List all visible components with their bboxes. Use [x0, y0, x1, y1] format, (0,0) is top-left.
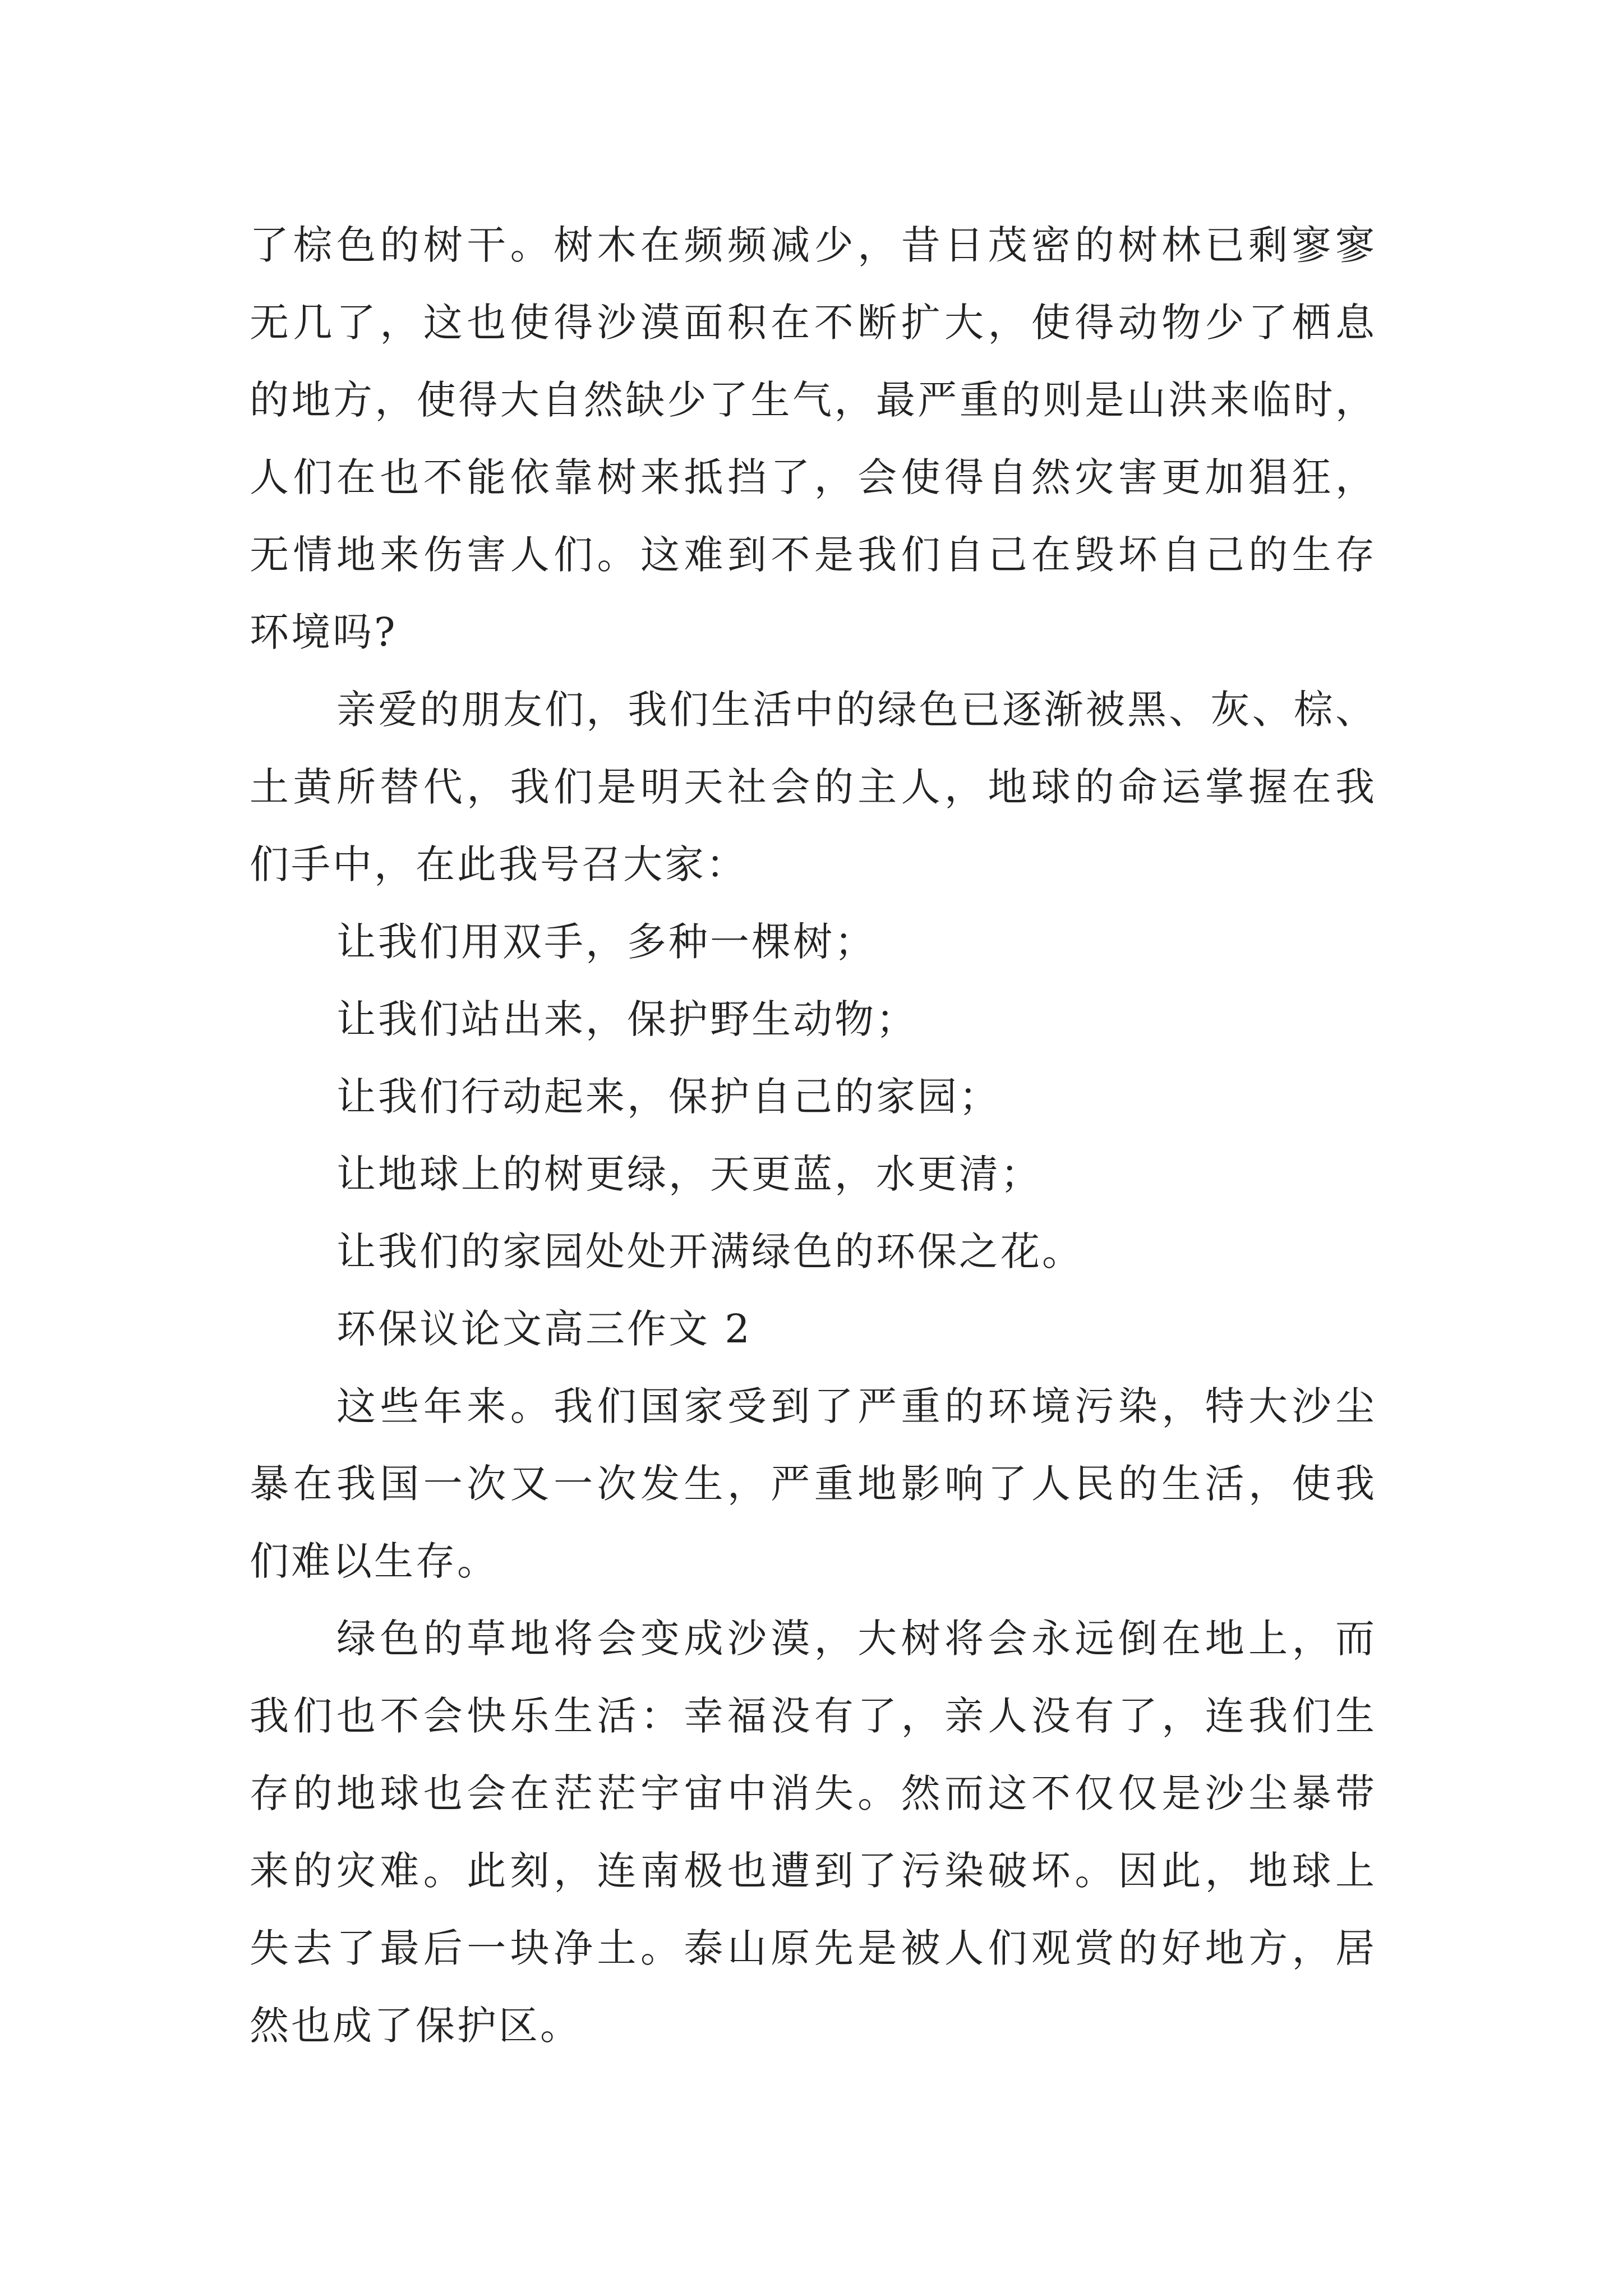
- text-line: 失去了最后一块净土。泰山原先是被人们观赏的好地方，居: [250, 1925, 1377, 1971]
- text-line: 的地方，使得大自然缺少了生气，最严重的则是山洪来临时，: [250, 377, 1377, 423]
- text-line: 来的灾难。此刻，连南极也遭到了污染破坏。因此，地球上: [250, 1848, 1377, 1894]
- body-text: [250, 206, 1377, 2064]
- text-line: 土黄所替代，我们是明天社会的主人，地球的命运掌握在我: [250, 764, 1377, 810]
- section-title: 环保议论文高三作文 2: [336, 1306, 752, 1352]
- text-line: 们手中，在此我号召大家：: [250, 841, 748, 887]
- text-line: 暴在我国一次又一次发生，严重地影响了人民的生活，使我: [250, 1461, 1377, 1507]
- paragraph-start: 这些年来。我们国家受到了严重的环境污染，特大沙尘: [336, 1383, 1377, 1429]
- paragraph-start: 绿色的草地将会变成沙漠，大树将会永远倒在地上，而: [336, 1616, 1377, 1662]
- text-line: 存的地球也会在茫茫宇宙中消失。然而这不仅仅是沙尘暴带: [250, 1770, 1377, 1816]
- slogan-line: 让我们的家园处处开满绿色的环保之花。: [336, 1228, 1083, 1274]
- text-line: 们难以生存。: [250, 1538, 499, 1584]
- slogan-line: 让我们用双手，多种一棵树；: [336, 919, 876, 965]
- text-line: 了棕色的树干。树木在频频减少，昔日茂密的树林已剩寥寥: [250, 222, 1377, 268]
- slogan-line: 让地球上的树更绿，天更蓝，水更清；: [336, 1151, 1042, 1197]
- text-line: 环境吗?: [250, 609, 398, 655]
- paragraph-start: 亲爱的朋友们，我们生活中的绿色已逐渐被黑、灰、棕、: [336, 687, 1377, 733]
- slogan-line: 让我们行动起来，保护自己的家园；: [336, 1074, 1000, 1120]
- text-line: 无几了，这也使得沙漠面积在不断扩大，使得动物少了栖息: [250, 300, 1377, 346]
- text-line: 我们也不会快乐生活：幸福没有了，亲人没有了，连我们生: [250, 1693, 1377, 1739]
- text-line: 然也成了保护区。: [250, 2003, 582, 2049]
- text-line: 无情地来伤害人们。这难到不是我们自己在毁坏自己的生存: [250, 532, 1377, 578]
- text-line: 人们在也不能依靠树来抵挡了，会使得自然灾害更加猖狂，: [250, 454, 1377, 500]
- slogan-line: 让我们站出来，保护野生动物；: [336, 996, 917, 1042]
